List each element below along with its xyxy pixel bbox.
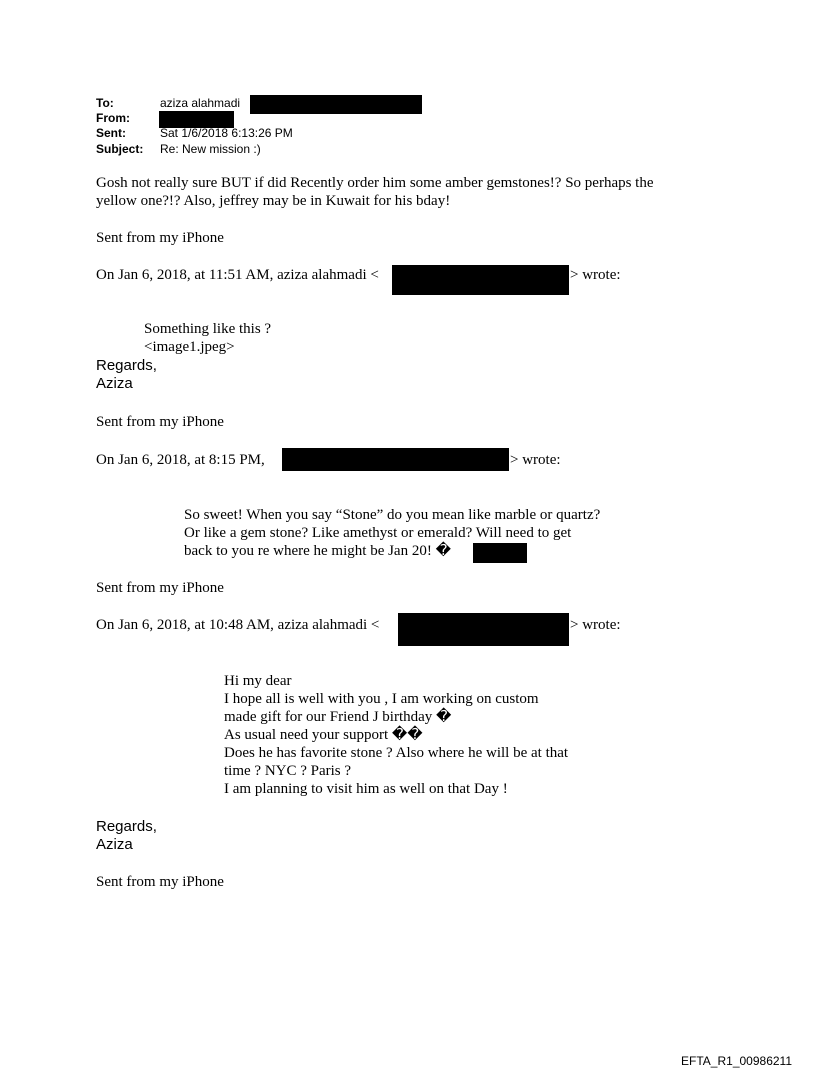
quote-intro: On Jan 6, 2018, at 8:15 PM,	[96, 452, 265, 468]
body-line: So sweet! When you say “Stone” do you mean like marble or quartz?	[184, 507, 601, 523]
from-label: From:	[96, 111, 130, 125]
signature-regards: Regards,	[96, 357, 157, 374]
quote-intro: On Jan 6, 2018, at 10:48 AM, aziza alahmadi <	[96, 617, 380, 633]
body-line: time ? NYC ? Paris ?	[224, 763, 352, 779]
body-line: made gift for our Friend J birthday �	[224, 709, 452, 725]
subject-value: Re: New mission :)	[160, 142, 261, 156]
body-line: I hope all is well with you , I am working on custom	[224, 691, 539, 707]
signature-name: Aziza	[96, 836, 133, 853]
signature-regards: Regards,	[96, 818, 157, 835]
redaction-box	[398, 613, 569, 646]
quote-body	[224, 672, 568, 798]
quote-intro: On Jan 6, 2018, at 11:51 AM, aziza alahmadi <	[96, 267, 379, 283]
body-line: <image1.jpeg>	[144, 339, 235, 355]
body-line: Hi my dear	[224, 673, 292, 689]
sent-from-iphone: Sent from my iPhone	[96, 414, 224, 430]
sent-from-iphone: Sent from my iPhone	[96, 230, 224, 246]
sent-label: Sent:	[96, 126, 126, 140]
body-line: Or like a gem stone? Like amethyst or emerald? Will need to get	[184, 525, 572, 541]
body-line: Something like this ?	[144, 321, 272, 337]
redaction-box	[282, 448, 509, 471]
redaction-box	[473, 543, 527, 563]
to-label: To:	[96, 96, 114, 110]
body-line: back to you re where he might be Jan 20! �	[184, 543, 451, 559]
quote-intro-suffix: > wrote:	[510, 452, 561, 468]
body-line: yellow one?!? Also, jeffrey may be in Kuwait for his bday!	[96, 193, 451, 209]
quote-body	[184, 506, 600, 560]
sent-from-iphone: Sent from my iPhone	[96, 874, 224, 890]
document-id: EFTA_R1_00986211	[681, 1054, 792, 1068]
body-line: Gosh not really sure BUT if did Recently order him some amber gemstones!? So perhaps the	[96, 175, 654, 191]
redaction-box	[250, 95, 422, 114]
sent-value: Sat 1/6/2018 6:13:26 PM	[160, 126, 293, 140]
subject-label: Subject:	[96, 142, 144, 156]
to-value: aziza alahmadi	[160, 96, 241, 110]
quote-intro-suffix: > wrote:	[570, 617, 621, 633]
body-line: As usual need your support ��	[224, 727, 423, 743]
redaction-box	[392, 265, 569, 295]
to-closing: )	[418, 96, 422, 110]
sent-from-iphone: Sent from my iPhone	[96, 580, 224, 596]
signature-name: Aziza	[96, 375, 133, 392]
quote-body	[144, 320, 271, 356]
quote-intro-suffix: > wrote:	[570, 267, 621, 283]
body-line: I am planning to visit him as well on that Day !	[224, 781, 508, 797]
body-line: Does he has favorite stone ? Also where he will be at that	[224, 745, 569, 761]
reply-body	[96, 174, 654, 210]
